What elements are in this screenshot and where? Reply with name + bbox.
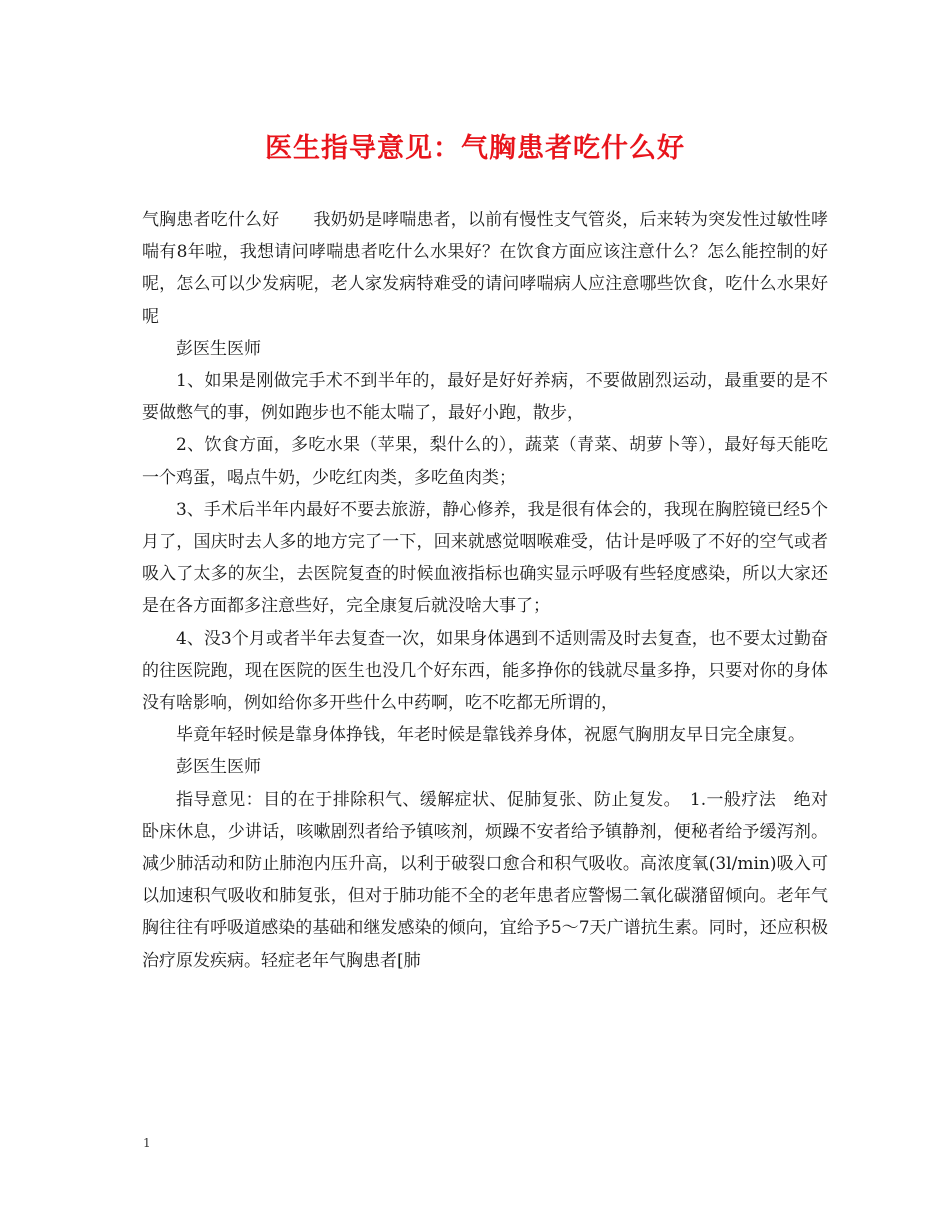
doctor-name: 彭医生医师 [176, 338, 261, 359]
document-title: 医生指导意见：气胸患者吃什么好 [265, 133, 685, 164]
page-number: 1 [143, 1136, 151, 1150]
document-body [142, 204, 828, 977]
advice-item-2: 2、饮食方面，多吃水果（苹果，梨什么的），蔬菜（青菜、胡萝卜等），最好每天能吃一个鸡蛋，喝点牛奶，少吃红肉类，多吃鱼肉类； [142, 435, 828, 488]
question-paragraph: 气胸患者吃什么好 我奶奶是哮喘患者，以前有慢性支气管炎，后来转为突发性过敏性哮喘有8年啦，我想请问哮喘患者吃什么水果好？在饮食方面应该注意什么？怎么能控制的好呢，怎么可以少发病呢，老人家发病特难受的请问哮喘病人应注意哪些饮食，吃什么水果好呢 [142, 210, 828, 327]
doctor-name-2: 彭医生医师 [176, 757, 261, 778]
closing-paragraph: 毕竟年轻时候是靠身体挣钱，年老时候是靠钱养身体，祝愿气胸朋友早日完全康复。 [176, 725, 805, 746]
advice-item-1: 1、如果是刚做完手术不到半年的，最好是好好养病，不要做剧烈运动，最重要的是不要做憋气的事，例如跑步也不能太喘了，最好小跑，散步， [142, 371, 828, 424]
guidance-paragraph: 指导意见：目的在于排除积气、缓解症状、促肺复张、防止复发。 1.一般疗法 绝对卧床休息，少讲话，咳嗽剧烈者给予镇咳剂，烦躁不安者给予镇静剂，便秘者给予缓泻剂。减少肺活动和防止肺泡内压升高，以利于破裂口愈合和积气吸收。高浓度氧(3l/min)吸入可以加速积气吸收和肺复张，但对于肺功能不全的老年患者应警惕二氧化碳潴留倾向。老年气胸往往有呼吸道感染的基础和继发感染的倾向，宜给予5～7天广谱抗生素。同时，还应积极治疗原发疾病。轻症老年气胸患者[肺 [142, 789, 828, 971]
advice-item-4: 4、没3个月或者半年去复查一次，如果身体遇到不适则需及时去复查，也不要太过勤奋的往医院跑，现在医院的医生也没几个好东西，能多挣你的钱就尽量多挣，只要对你的身体没有啥影响，例如给你多开些什么中药啊，吃不吃都无所谓的， [142, 628, 828, 714]
advice-item-3: 3、手术后半年内最好不要去旅游，静心修养，我是很有体会的，我现在胸腔镜已经5个月了，国庆时去人多的地方完了一下，回来就感觉咽喉难受，估计是呼吸了不好的空气或者吸入了太多的灰尘，去医院复查的时候血液指标也确实显示呼吸有些轻度感染，所以大家还是在各方面都多注意些好，完全康复后就没啥大事了； [142, 499, 828, 617]
